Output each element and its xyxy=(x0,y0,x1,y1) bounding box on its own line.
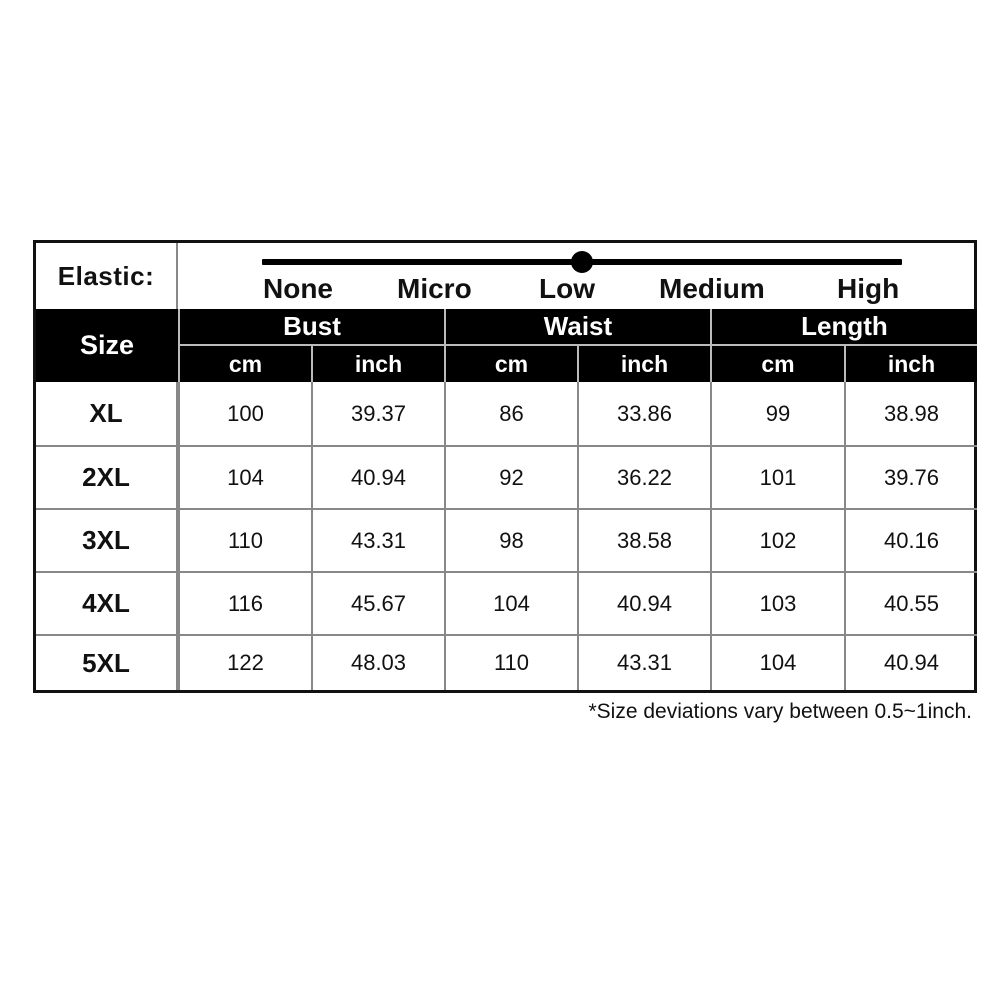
table-cell: 98 xyxy=(444,508,577,571)
table-cell: 110 xyxy=(444,634,577,690)
table-cell: 86 xyxy=(444,382,577,445)
elastic-level-micro: Micro xyxy=(397,273,472,304)
table-cell: 43.31 xyxy=(311,508,444,571)
size-chart xyxy=(33,240,977,693)
table-cell: 39.76 xyxy=(844,445,977,508)
length-header: Length xyxy=(710,309,977,346)
table-cell: 38.58 xyxy=(577,508,710,571)
elasticity-scale xyxy=(178,243,977,309)
waist-header: Waist xyxy=(444,309,710,346)
bust-header: Bust xyxy=(178,309,444,346)
unit-header-bust-inch: inch xyxy=(311,346,444,382)
table-cell: 116 xyxy=(178,571,311,634)
elastic-level-medium: Medium xyxy=(659,273,765,304)
row-size-label: 3XL xyxy=(36,508,178,571)
row-size-label: XL xyxy=(36,382,178,445)
table-cell: 43.31 xyxy=(577,634,710,690)
table-cell: 110 xyxy=(178,508,311,571)
table-cell: 36.22 xyxy=(577,445,710,508)
table-cell: 40.94 xyxy=(844,634,977,690)
unit-header-waist-cm: cm xyxy=(444,346,577,382)
table-cell: 104 xyxy=(178,445,311,508)
table-cell: 33.86 xyxy=(577,382,710,445)
table-cell: 99 xyxy=(710,382,844,445)
unit-header-waist-inch: inch xyxy=(577,346,710,382)
elasticity-indicator-dot xyxy=(571,251,593,273)
table-cell: 101 xyxy=(710,445,844,508)
row-size-label: 2XL xyxy=(36,445,178,508)
elastic-level-low: Low xyxy=(539,273,595,304)
table-cell: 48.03 xyxy=(311,634,444,690)
unit-header-length-cm: cm xyxy=(710,346,844,382)
unit-header-bust-cm: cm xyxy=(178,346,311,382)
unit-header-length-inch: inch xyxy=(844,346,977,382)
table-cell: 40.94 xyxy=(311,445,444,508)
size-deviation-footnote: *Size deviations vary between 0.5~1inch. xyxy=(588,700,972,723)
table-cell: 38.98 xyxy=(844,382,977,445)
elastic-level-none: None xyxy=(263,273,333,304)
table-cell: 102 xyxy=(710,508,844,571)
size-column-header: Size xyxy=(36,309,178,382)
table-cell: 104 xyxy=(710,634,844,690)
row-size-label: 5XL xyxy=(36,634,178,690)
table-cell: 45.67 xyxy=(311,571,444,634)
table-cell: 122 xyxy=(178,634,311,690)
table-cell: 104 xyxy=(444,571,577,634)
table-cell: 40.55 xyxy=(844,571,977,634)
elastic-level-high: High xyxy=(837,273,900,304)
table-cell: 40.94 xyxy=(577,571,710,634)
table-cell: 100 xyxy=(178,382,311,445)
elastic-label: Elastic: xyxy=(36,243,178,309)
table-cell: 92 xyxy=(444,445,577,508)
row-size-label: 4XL xyxy=(36,571,178,634)
table-cell: 103 xyxy=(710,571,844,634)
table-cell: 40.16 xyxy=(844,508,977,571)
table-cell: 39.37 xyxy=(311,382,444,445)
